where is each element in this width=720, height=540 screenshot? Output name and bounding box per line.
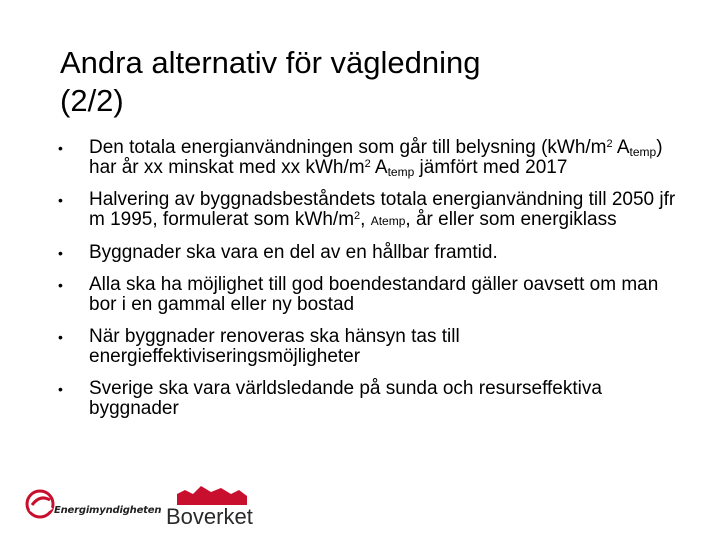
energimyndigheten-logo-text: Energimyndigheten [54, 505, 162, 516]
bullet-glyph: • [58, 192, 63, 208]
bullet-glyph: • [58, 329, 63, 345]
bullet-glyph: • [58, 245, 63, 261]
slide-title [60, 44, 680, 120]
bullet-glyph: • [58, 277, 63, 293]
bullet-glyph: • [58, 140, 63, 156]
title-line-2: (2/2) [60, 83, 124, 118]
bullet-item-renovation [58, 327, 678, 367]
bullet-item-housing [58, 275, 678, 315]
bullet-glyph: • [58, 381, 63, 397]
bullet-text: När byggnader renoveras ska hänsyn tas till energieffektiviseringsmöjligheter [89, 326, 460, 367]
bullet-text: Byggnader ska vara en del av en hållbar framtid. [89, 242, 498, 263]
energimyndigheten-logo-icon [24, 486, 156, 522]
bullet-item-world-leading [58, 379, 678, 419]
bullet-item-halving [58, 190, 678, 231]
bullet-text: Sverige ska vara världsledande på sunda och resurseffektiva byggnader [89, 378, 602, 419]
bullet-text: Den totala energianvändningen som går till belysning ($kWh/m^2$ $A_{temp}$) har år xx minskat med xx kWh/$m^2$ $A_{temp}$ jämfört med 2017 [89, 137, 663, 179]
bullet-text: Alla ska ha möjlighet till god boendestandard gäller oavsett om man bor i en gammal eller ny bostad [89, 274, 659, 315]
boverket-logo-text: Boverket [166, 504, 253, 529]
bullet-item-lighting [58, 138, 678, 178]
bullet-text: Halvering av byggnadsbeståndets totala energianvändning till 2050 jfr m 1995, formulerat som kWh/$m^2$, Atemp, år eller som energiklass [89, 189, 676, 230]
footer-logos [24, 476, 264, 532]
bullet-item-sustainable [58, 243, 678, 263]
title-line-1: Andra alternativ för vägledning [60, 45, 481, 80]
bullet-list [58, 138, 678, 431]
